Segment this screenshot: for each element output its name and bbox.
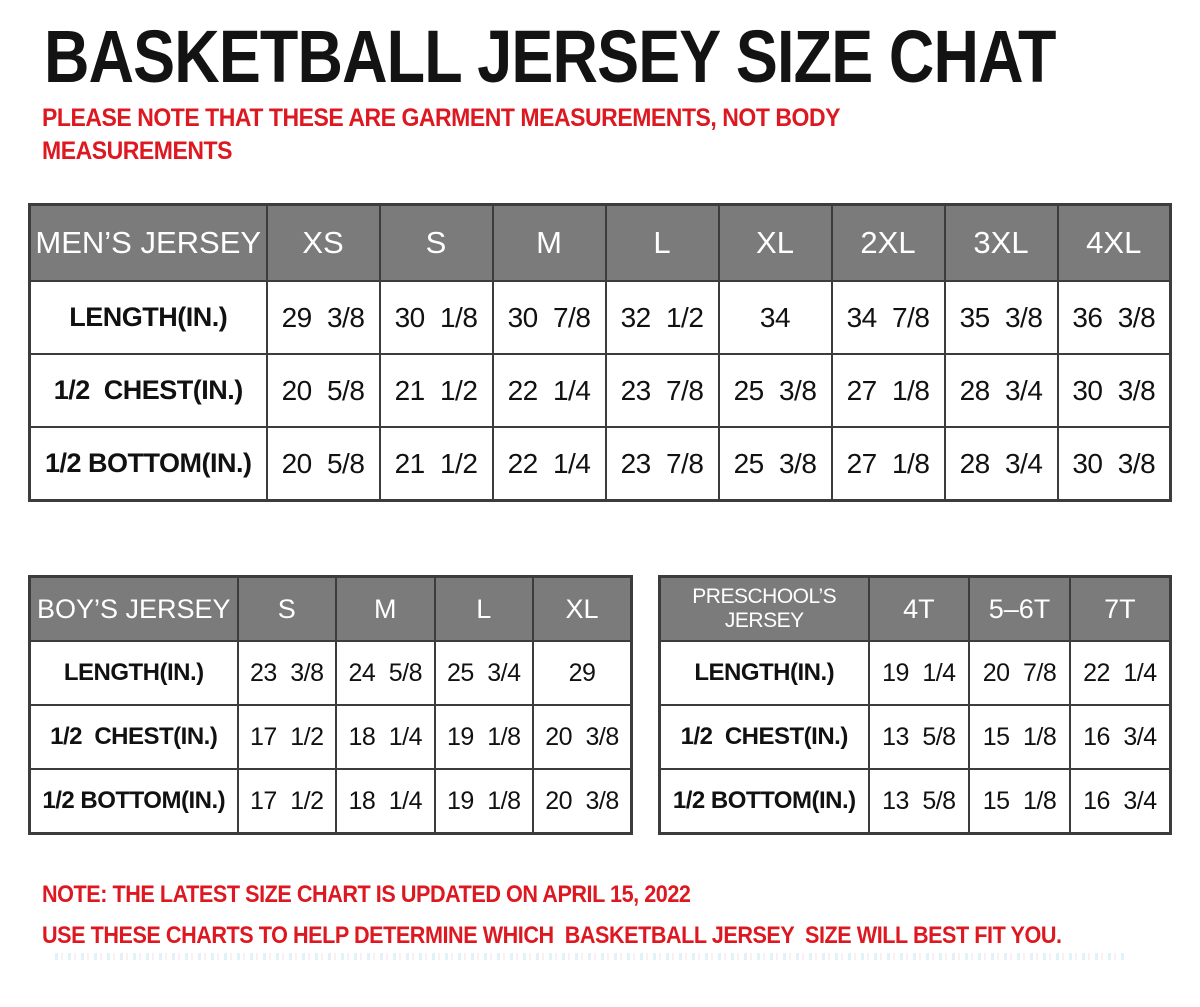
boys-table-corner-label: BOY’S JERSEY: [30, 577, 238, 642]
size-value-cell: 16 3/4: [1070, 769, 1171, 834]
size-value-cell: 24 5/8: [336, 641, 435, 705]
size-header-xl: XL: [533, 577, 632, 642]
size-value-cell: 22 1/4: [493, 427, 606, 501]
size-value-cell: 36 3/8: [1058, 281, 1171, 354]
usage-note: USE THESE CHARTS TO HELP DETERMINE WHICH BASKETBALL JERSEY SIZE WILL BEST FIT YOU.: [42, 922, 1062, 949]
size-value-cell: 17 1/2: [238, 769, 337, 834]
mens-header-row: [30, 205, 1171, 282]
boys-table-container: [28, 575, 633, 835]
size-header-l: L: [606, 205, 719, 282]
row-label-length: LENGTH(IN.): [30, 281, 267, 354]
size-header-7t: 7T: [1070, 577, 1171, 642]
size-value-cell: 34: [719, 281, 832, 354]
size-value-cell: 29 3/8: [267, 281, 380, 354]
size-header-xl: XL: [719, 205, 832, 282]
faint-watermark-strip: [55, 953, 1125, 960]
size-value-cell: 19 1/4: [869, 641, 970, 705]
boys-jersey-table: [28, 575, 633, 835]
size-value-cell: 16 3/4: [1070, 705, 1171, 769]
size-value-cell: 28 3/4: [945, 427, 1058, 501]
size-value-cell: 30 1/8: [380, 281, 493, 354]
size-value-cell: 25 3/8: [719, 427, 832, 501]
size-header-4xl: 4XL: [1058, 205, 1171, 282]
size-header-m: M: [493, 205, 606, 282]
preschool-table-corner-label: PRESCHOOL’S JERSEY: [660, 577, 869, 642]
size-value-cell: 20 5/8: [267, 354, 380, 427]
size-header-4t: 4T: [869, 577, 970, 642]
garment-measurement-disclaimer: [42, 102, 840, 168]
size-value-cell: 32 1/2: [606, 281, 719, 354]
size-value-cell: 30 3/8: [1058, 427, 1171, 501]
size-value-cell: 20 3/8: [533, 705, 632, 769]
size-value-cell: 19 1/8: [435, 769, 534, 834]
size-value-cell: 28 3/4: [945, 354, 1058, 427]
preschool-header-row: [660, 577, 1171, 642]
row-label-half-bottom: 1/2 BOTTOM(IN.): [30, 769, 238, 834]
size-value-cell: 25 3/8: [719, 354, 832, 427]
size-header-s: S: [238, 577, 337, 642]
size-value-cell: 22 1/4: [1070, 641, 1171, 705]
preschool-length-row: [660, 641, 1171, 705]
disclaimer-line-2: MEASUREMENTS: [42, 137, 232, 165]
mens-table-corner-label: MEN’S JERSEY: [30, 205, 267, 282]
boys-length-row: [30, 641, 632, 705]
size-header-3xl: 3XL: [945, 205, 1058, 282]
mens-jersey-table: [28, 203, 1172, 502]
boys-half-chest-row: [30, 705, 632, 769]
preschool-half-bottom-row: [660, 769, 1171, 834]
size-value-cell: 20 3/8: [533, 769, 632, 834]
size-value-cell: 21 1/2: [380, 427, 493, 501]
size-header-xs: XS: [267, 205, 380, 282]
mens-table-container: [28, 203, 1172, 502]
size-value-cell: 29: [533, 641, 632, 705]
mens-half-bottom-row: [30, 427, 1171, 501]
size-header-2xl: 2XL: [832, 205, 945, 282]
size-value-cell: 23 3/8: [238, 641, 337, 705]
size-header-s: S: [380, 205, 493, 282]
size-value-cell: 27 1/8: [832, 427, 945, 501]
size-value-cell: 13 5/8: [869, 769, 970, 834]
size-value-cell: 23 7/8: [606, 427, 719, 501]
size-value-cell: 27 1/8: [832, 354, 945, 427]
size-value-cell: 17 1/2: [238, 705, 337, 769]
update-note: NOTE: THE LATEST SIZE CHART IS UPDATED ON APRIL 15, 2022: [42, 881, 691, 908]
size-value-cell: 21 1/2: [380, 354, 493, 427]
size-value-cell: 30 3/8: [1058, 354, 1171, 427]
row-label-half-chest: 1/2 CHEST(IN.): [30, 354, 267, 427]
mens-length-row: [30, 281, 1171, 354]
size-value-cell: 15 1/8: [969, 769, 1070, 834]
disclaimer-line-1: PLEASE NOTE THAT THESE ARE GARMENT MEASUREMENTS, NOT BODY: [42, 104, 840, 132]
row-label-length: LENGTH(IN.): [30, 641, 238, 705]
size-value-cell: 22 1/4: [493, 354, 606, 427]
size-value-cell: 35 3/8: [945, 281, 1058, 354]
size-header-5-6t: 5–6T: [969, 577, 1070, 642]
size-value-cell: 18 1/4: [336, 769, 435, 834]
size-value-cell: 30 7/8: [493, 281, 606, 354]
size-header-m: M: [336, 577, 435, 642]
size-value-cell: 13 5/8: [869, 705, 970, 769]
mens-half-chest-row: [30, 354, 1171, 427]
page-title: BASKETBALL JERSEY SIZE CHAT: [44, 15, 1056, 98]
boys-header-row: [30, 577, 632, 642]
size-value-cell: 20 7/8: [969, 641, 1070, 705]
size-value-cell: 19 1/8: [435, 705, 534, 769]
size-value-cell: 25 3/4: [435, 641, 534, 705]
row-label-length: LENGTH(IN.): [660, 641, 869, 705]
size-value-cell: 20 5/8: [267, 427, 380, 501]
size-header-l: L: [435, 577, 534, 642]
preschools-jersey-table: [658, 575, 1172, 835]
preschool-half-chest-row: [660, 705, 1171, 769]
row-label-half-bottom: 1/2 BOTTOM(IN.): [660, 769, 869, 834]
size-value-cell: 18 1/4: [336, 705, 435, 769]
preschool-table-container: [658, 575, 1172, 835]
size-value-cell: 34 7/8: [832, 281, 945, 354]
row-label-half-chest: 1/2 CHEST(IN.): [660, 705, 869, 769]
boys-half-bottom-row: [30, 769, 632, 834]
size-value-cell: 23 7/8: [606, 354, 719, 427]
row-label-half-chest: 1/2 CHEST(IN.): [30, 705, 238, 769]
size-value-cell: 15 1/8: [969, 705, 1070, 769]
row-label-half-bottom: 1/2 BOTTOM(IN.): [30, 427, 267, 501]
